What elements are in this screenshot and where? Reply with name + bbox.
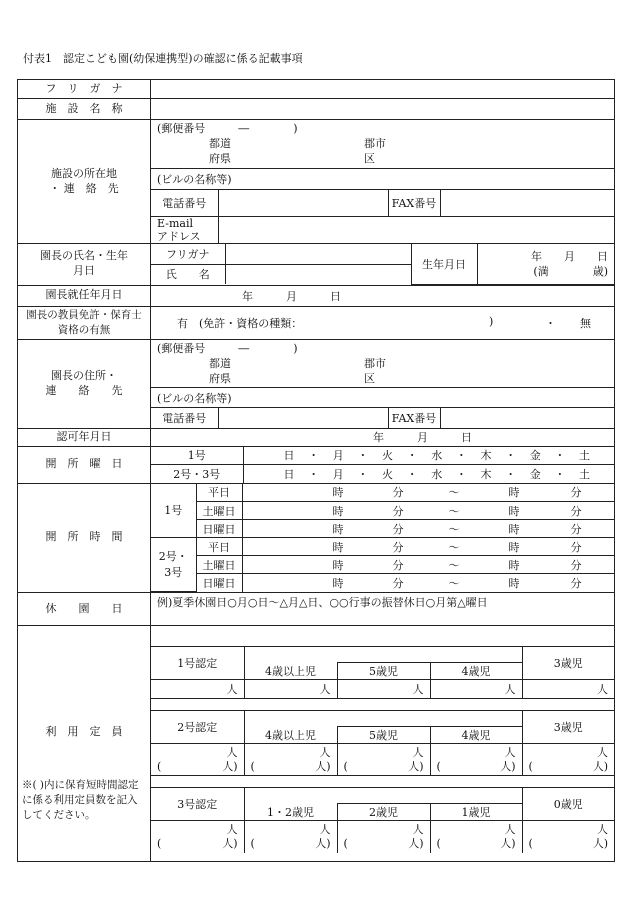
approval-date-label: 認可年月日 [18, 428, 151, 446]
hour-unit: 時 [332, 558, 344, 572]
director-name-label: 園長の氏名・生年 月日 [18, 244, 151, 286]
paren-close: 人) [408, 759, 424, 773]
cert1-age3-label: 3歳児 [522, 647, 614, 680]
capacity-value-cell[interactable] [522, 744, 614, 776]
hour-unit: 時 [332, 486, 344, 500]
fax-field[interactable] [440, 189, 614, 216]
weekday-cell[interactable]: ・ [406, 449, 418, 463]
facility-address-label: 施設の所在地 ・ 連 絡 先 [18, 120, 151, 244]
minute-unit: 分 [392, 486, 404, 500]
confirmation-form [17, 79, 615, 862]
weekday-cell[interactable]: ・ [505, 449, 517, 463]
paren-open: ( [343, 759, 348, 773]
director-name-block [151, 244, 615, 286]
birthdate-label: 生年月日 [411, 244, 477, 284]
hours-range-field[interactable] [242, 574, 614, 592]
capacity-label: 利 用 定 員 [45, 725, 123, 738]
hour-unit: 時 [332, 576, 344, 590]
appointment-date-label: 園長就任年月日 [18, 285, 151, 306]
person-unit: 人 [504, 745, 516, 759]
paren-open: ( [157, 836, 162, 850]
open-hours-label: 開 所 時 間 [18, 483, 151, 593]
hour-unit: 時 [508, 522, 520, 536]
capacity-value-cell[interactable] [244, 821, 337, 853]
cert1-age4-label: 4歳児 [430, 663, 522, 680]
paren-close: 人) [592, 836, 608, 850]
paren-open: ( [436, 759, 441, 773]
email-field[interactable] [218, 216, 614, 243]
cert2-age5-label: 5歳児 [337, 727, 430, 744]
cert3-age1-label: 1歳児 [430, 804, 522, 821]
facility-name-field[interactable] [151, 99, 615, 120]
weekday-cell[interactable]: ・ [357, 467, 369, 481]
weekday-cell[interactable]: 日 [283, 467, 295, 481]
hours-range-field[interactable] [242, 538, 614, 556]
director-phone-field[interactable] [218, 408, 388, 428]
paren-open: ( [436, 836, 441, 850]
person-unit: 人 [504, 822, 516, 836]
capacity-block [151, 626, 615, 862]
email-label: E-mail アドレス [151, 216, 218, 243]
hours-range-field[interactable] [242, 484, 614, 502]
cert3-label: 3号認定 [151, 788, 244, 821]
director-address-label: 園長の住所・ 連 絡 先 [18, 339, 151, 428]
open-days-block [151, 446, 615, 483]
day-type-label: 土曜日 [196, 556, 242, 574]
person-unit: 人 [412, 745, 424, 759]
hours-type23-label: 2号・ 3号 [151, 538, 196, 592]
cert3-age0-label: 0歳児 [522, 788, 614, 821]
tilde: ～ [448, 576, 460, 590]
director-furigana-field[interactable] [225, 244, 411, 264]
weekday-cell[interactable]: ・ [455, 449, 467, 463]
capacity-value-cell[interactable]: 人 [151, 680, 244, 699]
director-phone-label: 電話番号 [151, 408, 218, 428]
paren-open: ( [528, 836, 533, 850]
holiday-field[interactable]: 例)夏季休園日○月○日～△月△日、○○行事の振替休日○月第△曜日 [151, 593, 615, 626]
day-type-label: 土曜日 [196, 502, 242, 520]
weekday-cell[interactable]: ・ [554, 449, 566, 463]
cert2-label: 2号認定 [151, 711, 244, 744]
hour-unit: 時 [508, 486, 520, 500]
weekday-cell[interactable]: 火 [382, 467, 393, 481]
person-unit: 人 [597, 745, 608, 759]
cert2-age4-label: 4歳児 [430, 727, 522, 744]
paren-close: 人) [315, 836, 331, 850]
minute-unit: 分 [570, 522, 582, 536]
phone-label: 電話番号 [151, 189, 218, 216]
fax-label: FAX番号 [388, 189, 440, 216]
paren-open: ( [157, 759, 162, 773]
weekday-cell[interactable]: ・ [308, 449, 320, 463]
facility-building-name[interactable]: (ビルの名称等) [151, 168, 614, 189]
weekday-cell[interactable]: 水 [431, 467, 443, 481]
holiday-label: 休 園 日 [18, 593, 151, 626]
hour-unit: 時 [508, 576, 520, 590]
tilde: ～ [448, 558, 460, 572]
hours-type1-label: 1号 [151, 484, 196, 538]
weekday-cell[interactable]: 水 [431, 449, 443, 463]
paren-close: 人) [222, 759, 238, 773]
capacity-value-cell[interactable] [430, 744, 522, 776]
weekday-cell[interactable]: ・ [406, 467, 418, 481]
minute-unit: 分 [392, 504, 404, 518]
capacity-value-cell[interactable] [244, 744, 337, 776]
hour-unit: 時 [508, 540, 520, 554]
director-postal-address[interactable]: (郵便番号 ― ) 都道 郡市 府県 区 [151, 340, 614, 388]
capacity-value-cell[interactable]: 人 [337, 680, 430, 699]
day-type-label: 平日 [196, 538, 242, 556]
capacity-value-cell[interactable] [337, 744, 430, 776]
weekday-cell[interactable]: ・ [308, 467, 320, 481]
minute-unit: 分 [570, 540, 582, 554]
page-title: 付表1 認定こども園(幼保連携型)の確認に係る記載事項 [23, 52, 303, 65]
cert2-age3-label: 3歳児 [522, 711, 614, 744]
weekday-cell[interactable]: 月 [332, 467, 344, 481]
paren-open: ( [250, 759, 255, 773]
facility-name-label: 施 設 名 称 [18, 99, 151, 120]
capacity-value-cell[interactable] [151, 821, 244, 853]
cert2-age4plus-label: 4歳以上児 [244, 727, 337, 744]
director-fax-field[interactable] [440, 408, 614, 428]
tilde: ～ [448, 504, 460, 518]
open-days-type23-row[interactable] [243, 465, 614, 483]
appointment-date-field[interactable]: 年 月 日 [151, 285, 615, 306]
person-unit: 人 [319, 745, 331, 759]
person-unit: 人 [226, 822, 238, 836]
day-type-label: 平日 [196, 484, 242, 502]
hour-unit: 時 [332, 504, 344, 518]
director-name-field[interactable] [225, 264, 411, 284]
phone-field[interactable] [218, 189, 388, 216]
license-field[interactable]: 有 (免許・資格の種類： ) ・ 無 [151, 306, 615, 339]
paren-open: ( [343, 836, 348, 850]
open-days-type1-label: 1号 [151, 447, 243, 465]
facility-address-block [151, 120, 615, 244]
weekday-cell[interactable]: 金 [529, 449, 541, 463]
person-unit: 人 [597, 822, 608, 836]
weekday-cell[interactable]: 日 [283, 449, 295, 463]
capacity-value-cell[interactable]: 人 [522, 680, 614, 699]
capacity-value-cell[interactable] [337, 821, 430, 853]
weekday-cell[interactable]: ・ [554, 467, 566, 481]
cert1-age5-label: 5歳児 [337, 663, 430, 680]
hour-unit: 時 [508, 504, 520, 518]
weekday-cell[interactable]: 火 [382, 449, 393, 463]
person-unit: 人 [319, 822, 331, 836]
director-address-block [151, 339, 615, 428]
director-name-small-label: 氏 名 [151, 264, 225, 284]
facility-postal-address[interactable]: (郵便番号 ― ) 都道 郡市 府県 区 [151, 120, 614, 168]
open-days-type23-label: 2号・3号 [151, 465, 243, 483]
open-hours-block [151, 483, 615, 593]
paren-open: ( [528, 759, 533, 773]
capacity-value-cell[interactable] [151, 744, 244, 776]
capacity-note: ※( )内に保育短時間認定に係る利用定員数を記入してください。 [22, 778, 139, 821]
weekday-cell[interactable]: 木 [480, 467, 492, 481]
weekday-cell[interactable]: 土 [579, 467, 590, 481]
capacity-value-cell[interactable] [430, 821, 522, 853]
capacity-label-cell [18, 626, 151, 862]
capacity-value-cell[interactable]: 人 [430, 680, 522, 699]
open-days-label: 開 所 曜 日 [18, 446, 151, 483]
weekday-cell[interactable]: 金 [529, 467, 541, 481]
capacity-value-cell[interactable]: 人 [244, 680, 337, 699]
paren-close: 人) [592, 759, 608, 773]
facility-furigana-field[interactable] [151, 80, 615, 99]
minute-unit: 分 [392, 540, 404, 554]
minute-unit: 分 [392, 558, 404, 572]
minute-unit: 分 [570, 504, 582, 518]
approval-date-field[interactable]: 年 月 日 [151, 428, 615, 446]
license-label: 園長の教員免許・保育士 資格の有無 [18, 306, 151, 339]
person-unit: 人 [226, 745, 238, 759]
paren-close: 人) [500, 759, 516, 773]
director-building-name[interactable]: (ビルの名称等) [151, 388, 614, 408]
hour-unit: 時 [332, 522, 344, 536]
weekday-cell[interactable]: ・ [505, 467, 517, 481]
furigana-label: フ リ ガ ナ [18, 80, 151, 99]
hour-unit: 時 [508, 558, 520, 572]
minute-unit: 分 [392, 522, 404, 536]
hours-range-field[interactable] [242, 502, 614, 520]
open-days-type1-row[interactable] [243, 447, 614, 465]
day-type-label: 日曜日 [196, 520, 242, 538]
cert1-label: 1号認定 [151, 647, 244, 680]
weekday-cell[interactable]: 月 [332, 449, 344, 463]
cert3-age2-label: 2歳児 [337, 804, 430, 821]
minute-unit: 分 [570, 486, 582, 500]
weekday-cell[interactable]: ・ [357, 449, 369, 463]
weekday-cell[interactable]: 土 [579, 449, 590, 463]
hour-unit: 時 [332, 540, 344, 554]
person-unit: 人 [412, 822, 424, 836]
hours-range-field[interactable] [242, 556, 614, 574]
paren-close: 人) [500, 836, 516, 850]
minute-unit: 分 [570, 576, 582, 590]
director-furigana-label: フリガナ [151, 244, 225, 264]
paren-close: 人) [408, 836, 424, 850]
paren-close: 人) [315, 759, 331, 773]
minute-unit: 分 [570, 558, 582, 572]
minute-unit: 分 [392, 576, 404, 590]
paren-open: ( [250, 836, 255, 850]
birthdate-field[interactable]: 年 月 日 (満 歳) [477, 244, 614, 284]
tilde: ～ [448, 486, 460, 500]
paren-close: 人) [222, 836, 238, 850]
cert3-age12-label: 1・2歳児 [244, 804, 337, 821]
capacity-spacer [151, 635, 614, 647]
cert1-age4plus-label: 4歳以上児 [244, 663, 337, 680]
tilde: ～ [448, 522, 460, 536]
weekday-cell[interactable]: ・ [455, 467, 467, 481]
capacity-value-cell[interactable] [522, 821, 614, 853]
tilde: ～ [448, 540, 460, 554]
weekday-cell[interactable]: 木 [480, 449, 492, 463]
hours-range-field[interactable] [242, 520, 614, 538]
day-type-label: 日曜日 [196, 574, 242, 592]
director-fax-label: FAX番号 [388, 408, 440, 428]
